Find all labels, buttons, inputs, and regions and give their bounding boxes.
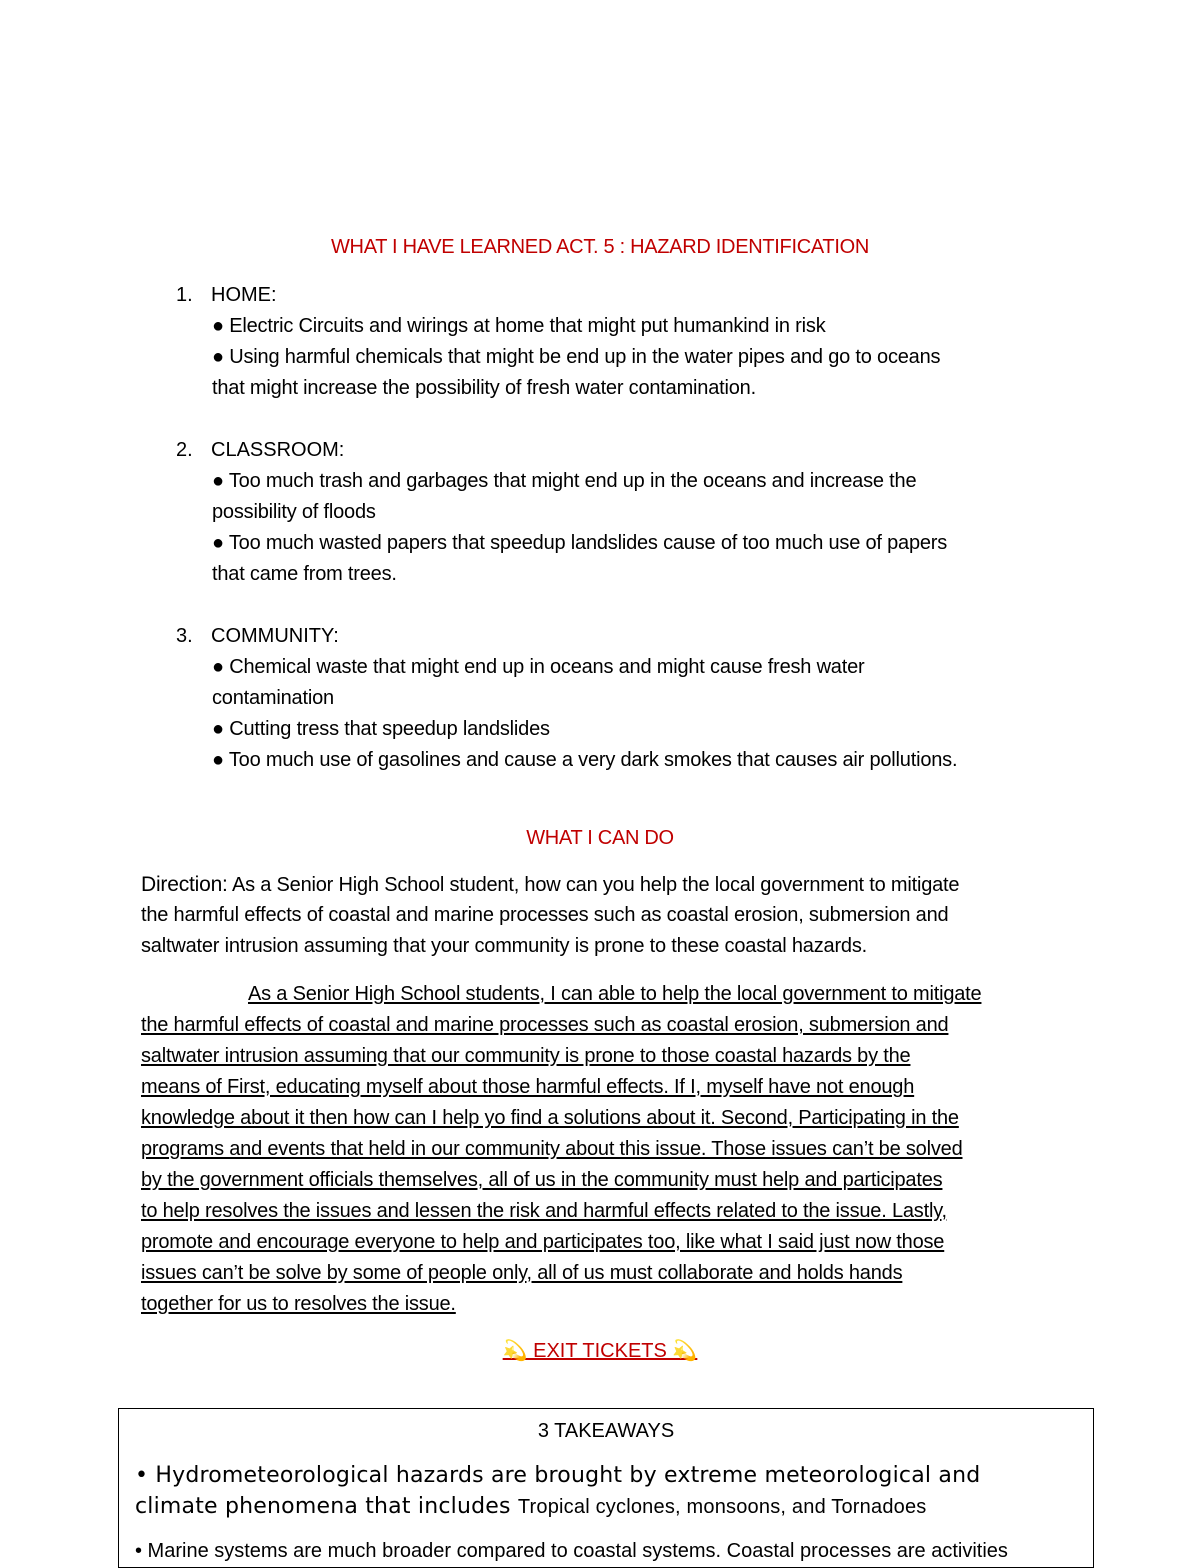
takeaways-title: 3 TAKEAWAYS [537,1420,675,1442]
section-community-heading [176,625,339,648]
list-item: possibility of floods [212,501,376,523]
section-heading: HOME: [211,284,277,306]
answer-text: by the government officials themselves, all of us in the community must help and participates [141,1169,943,1191]
takeaway-text: climate phenomena that includes [135,1494,518,1519]
section-number: 1. [176,284,193,306]
answer-text: promote and encourage everyone to help and participates too, like what I said just now those [141,1231,945,1253]
direction-line: saltwater intrusion assuming that your community is prone to these coastal hazards. [141,935,867,957]
answer-text: the harmful effects of coastal and marine processes such as coastal erosion, submersion and [141,1014,949,1036]
section-number: 2. [176,439,193,461]
section-home-heading [176,284,277,307]
answer-line [141,1262,1061,1285]
exit-tickets-text: 💫 EXIT TICKETS 💫 [502,1340,698,1362]
answer-text: to help resolves the issues and lessen the risk and harmful effects related to the issue. Lastly, [141,1200,947,1222]
answer-text: issues can’t be solve by some of people only, all of us must collaborate and holds hands [141,1262,903,1284]
list-item: ● Electric Circuits and wirings at home that might put humankind in risk [212,315,826,337]
section-number: 3. [176,625,193,647]
answer-line [141,1231,1061,1254]
list-item: ● Cutting tress that speedup landslides [212,718,550,740]
answer-line [141,1076,1061,1099]
section-classroom-heading [176,439,344,462]
answer-text: together for us to resolves the issue. [141,1293,456,1315]
can-do-title: WHAT I CAN DO [526,827,674,849]
answer-line [141,1107,1061,1130]
list-item: ● Using harmful chemicals that might be end up in the water pipes and go to oceans [212,346,941,368]
answer-line [248,983,1168,1006]
answer-text: As a Senior High School students, I can able to help the local government to mitigate [248,983,982,1005]
answer-line [141,1200,1061,1223]
answer-text: saltwater intrusion assuming that our community is prone to those coastal hazards by the [141,1045,911,1067]
list-item: ● Too much use of gasolines and cause a very dark smokes that causes air pollutions. [212,749,958,771]
list-item: that might increase the possibility of fresh water contamination. [212,377,756,399]
direction-text: As a Senior High School student, how can you help the local government to mitigate [227,874,960,896]
answer-text: programs and events that held in our community about this issue. Those issues can’t be solved [141,1138,963,1160]
learned-title: WHAT I HAVE LEARNED ACT. 5 : HAZARD IDENTIFICATION [330,236,870,258]
list-item: that came from trees. [212,563,397,585]
takeaway-item-1-line-1: • Hydrometeorological hazards are brought by extreme meteorological and [135,1463,981,1488]
answer-text: means of First, educating myself about those harmful effects. If I, myself have not enough [141,1076,915,1098]
direction-line [141,873,959,897]
answer-text: knowledge about it then how can I help yo find a solutions about it. Second, Participating in the [141,1107,959,1129]
exit-tickets-title [0,1338,1200,1363]
answer-line [141,1045,1061,1068]
list-item: ● Too much trash and garbages that might end up in the oceans and increase the [212,470,917,492]
answer-line [141,1293,1061,1316]
takeaway-text-small: Tropical cyclones, monsoons, and Tornadoes [517,1496,927,1518]
answer-line [141,1169,1061,1192]
answer-line [141,1014,1061,1037]
list-item: ● Chemical waste that might end up in oceans and might cause fresh water [212,656,865,678]
takeaway-item-1-line-2 [135,1494,926,1519]
section-heading: CLASSROOM: [211,439,345,461]
answer-line [141,1138,1061,1161]
list-item: contamination [212,687,334,709]
list-item: ● Too much wasted papers that speedup landslides cause of too much use of papers [212,532,948,554]
section-heading: COMMUNITY: [211,625,339,647]
direction-line: the harmful effects of coastal and marine processes such as coastal erosion, submersion and [141,904,949,926]
direction-label: Direction: [141,873,228,896]
takeaway-item-2-partial: • Marine systems are much broader compared to coastal systems. Coastal processes are activities [135,1540,1008,1562]
